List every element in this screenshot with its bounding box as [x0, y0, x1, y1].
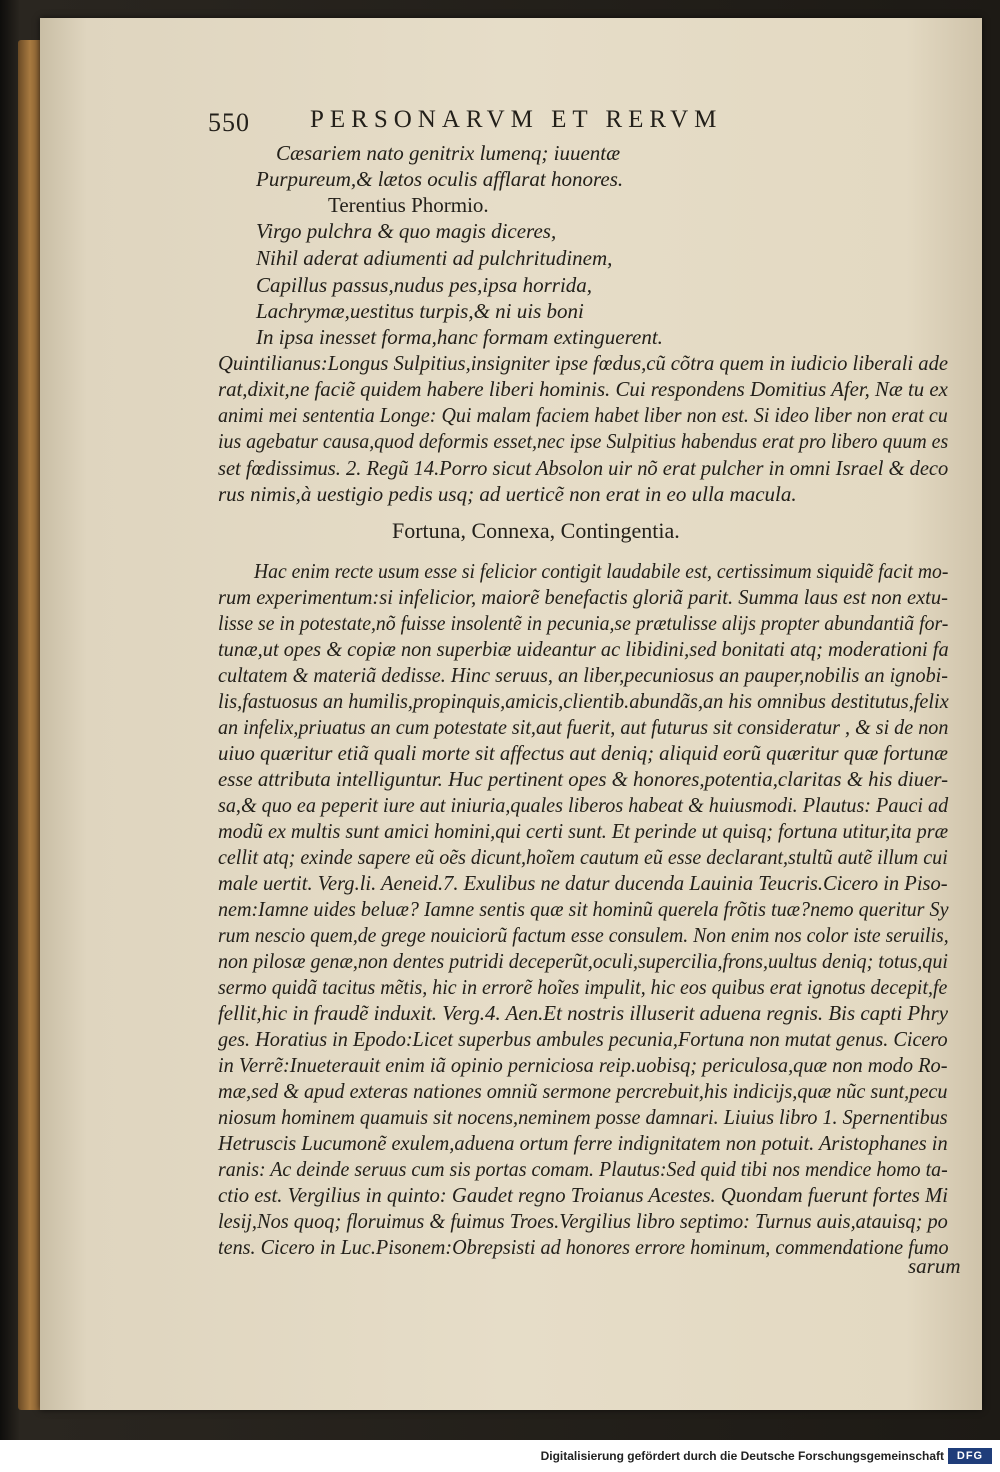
paragraph-line: sermo quidã tacitus mẽtis, hic in errorẽ hoĩes impulit, hic eos quibus erat ignotus decepit,fe	[218, 975, 948, 999]
paragraph-line: lisse se in potestate,nõ fuisse insolentẽ in pecunia,se prætulisse alijs propter abundantiã for-	[218, 611, 949, 635]
paragraph-line: in Verrẽ:Inueterauit enim iã opinio perniciosa reip.uobisq; periculosa,quæ non modo Ro-	[218, 1053, 948, 1077]
dfg-logo: DFG	[948, 1448, 992, 1464]
paragraph-line: rum nescio quem,de grege nouiciorũ factum esse consulem. Non enim nos color iste seruilis,	[218, 923, 949, 947]
paragraph-line: lesij,Nos quoq; floruimus & fuimus Troes.Vergilius libro septimo: Turnus auis,atauisq; po	[218, 1209, 948, 1233]
paragraph-line: cellit atq; exinde sapere eũ oẽs dicunt,hoĩem cautum eũ esse declarant,stultũ autẽ illum cui	[218, 845, 948, 869]
paragraph-line: niosum hominem quamuis sit nocens,neminem posse damnari. Liuius libro 1. Spernentibus	[218, 1105, 948, 1129]
verse-line: In ipsa inesset forma,hanc formam extinguerent.	[256, 325, 663, 349]
paragraph-line: esse attributa intelliguntur. Huc pertinent opes & honores,potentia,claritas & his diuer-	[218, 767, 949, 791]
paragraph-line: Hac enim recte usum esse si felicior contigit laudabile est, certissimum siquidẽ facit mo-	[254, 559, 949, 583]
paragraph-line: animi mei sententia Longe: Qui malam faciem habet liber non est. Si ideo liber non erat cu	[218, 403, 948, 427]
paragraph-line: cultatem & materiã dedisse. Hinc seruus, an liber,pecuniosus an pauper,nobilis an ignobi-	[218, 663, 949, 687]
paragraph-line: Hetruscis Lucumonẽ exulem,aduena ortum ferre indignitatem non potuit. Aristophanes in	[218, 1131, 948, 1155]
paragraph-line: rat,dixit,ne faciẽ quidem habere liberi hominis. Cui respondens Domitius Afer, Næ tu ex	[218, 377, 948, 401]
footer-credit: Digitalisierung gefördert durch die Deutsche Forschungsgemeinschaft	[540, 1449, 944, 1463]
paragraph-line: ius agebatur causa,quod deformis esset,nec ipse Sulpitius habendus erat pro libero quum es	[218, 429, 949, 453]
paragraph-line: ges. Horatius in Epodo:Licet superbus ambules pecunia,Fortuna non mutat genus. Cicero	[218, 1027, 948, 1051]
paragraph-line: set fœdissimus. 2. Regũ 14.Porro sicut Absolon uir nõ erat pulcher in omni Israel & deco	[218, 456, 949, 480]
paragraph-line: tunæ,ut opes & copiæ non superbiæ uideantur ac libidini,sed bonitati atq; moderationi fa	[218, 637, 949, 661]
paragraph-line: ctio est. Vergilius in quinto: Gaudet regno Troianus Acestes. Quondam fuerunt fortes Mi	[218, 1183, 949, 1207]
book-page	[40, 18, 982, 1410]
paragraph-line: Quintilianus:Longus Sulpitius,insigniter ipse fœdus,cũ cõtra quem in iudicio liberali ade	[218, 351, 949, 375]
verse-line: Purpureum,& lætos oculis afflarat honores.	[256, 167, 624, 191]
paragraph-line: tens. Cicero in Luc.Pisonem:Obrepsisti ad honores errore hominum, commendatione fumo	[218, 1235, 949, 1259]
paragraph-line: modũ ex multis sunt amici homini,qui certi sunt. Et perinde ut quisq; fortuna utitur,ita præ	[218, 819, 949, 843]
paragraph-line: non pilosæ genæ,non dentes putridi deceperũt,oculi,supercilia,frons,uultus deniq; totus,qui	[218, 949, 948, 973]
verse-line: Lachrymæ,uestitus turpis,& ni uis boni	[256, 299, 584, 323]
footer-bar	[0, 1440, 1000, 1472]
paragraph-line: ranis: Ac deinde seruus cum sis portas comam. Plautus:Sed quid tibi nos mendice homo ta-	[218, 1157, 948, 1181]
paragraph-line: male uertit. Verg.li. Aeneid.7. Exulibus ne datur ducenda Lauinia Teucris.Cicero in Piso-	[218, 871, 948, 895]
section-heading: Fortuna, Connexa, Contingentia.	[392, 518, 680, 543]
verse-line: Nihil aderat adiumenti ad pulchritudinem,	[256, 246, 613, 270]
page-number: 550	[208, 108, 250, 137]
catchword: sarum	[908, 1254, 961, 1278]
paragraph-line: fellit,hic in fraudẽ induxit. Verg.4. Aen.Et nostris illuserit aduena regnis. Bis capti Phry	[218, 1001, 949, 1025]
verse-line: Virgo pulchra & quo magis diceres,	[256, 219, 557, 243]
paragraph-line: rum experimentum:si infelicior, maiorẽ benefactis gloriã parit. Summa laus est non extu-	[218, 585, 948, 609]
paragraph-line: nem:Iamne uides beluæ? Iamne sentis quæ sit hominũ querela frõtis tuæ?nemo queritur Sy	[218, 897, 949, 921]
verse-attribution: Terentius Phormio.	[328, 193, 489, 217]
page-text	[40, 18, 982, 1410]
paragraph-line: uiuo quæritur etiã quali morte sit affectus aut deniq; aliquid eorũ quæritur quæ fortunæ	[218, 741, 948, 765]
paragraph-line: rus nimis,à uestigio pedis usq; ad uerticẽ non erat in eo ulla macula.	[218, 482, 797, 506]
verse-line: Cæsariem nato genitrix lumenq; iuuentæ	[276, 141, 621, 165]
paragraph-line: lis,fastuosus an humilis,propinquis,amicis,clientib.abundãs,an his omnibus destitutus,felix	[218, 689, 949, 713]
paragraph-line: mæ,sed & apud exteras nationes omniũ sermone percrebuit,his indicijs,quæ nũc sunt,pecu	[218, 1079, 948, 1103]
running-head: PERSONARVM ET RERVM	[310, 106, 723, 133]
verse-line: Capillus passus,nudus pes,ipsa horrida,	[256, 273, 593, 297]
paragraph-line: an infelix,priuatus an cum potestate sit,aut fuerit, aut futurus sit consideratur , & si de non	[218, 715, 949, 739]
paragraph-line: sa,& quo ea peperit iure aut iniuria,quales liberos habeat & huiusmodi. Plautus: Pauci ad	[218, 793, 949, 817]
